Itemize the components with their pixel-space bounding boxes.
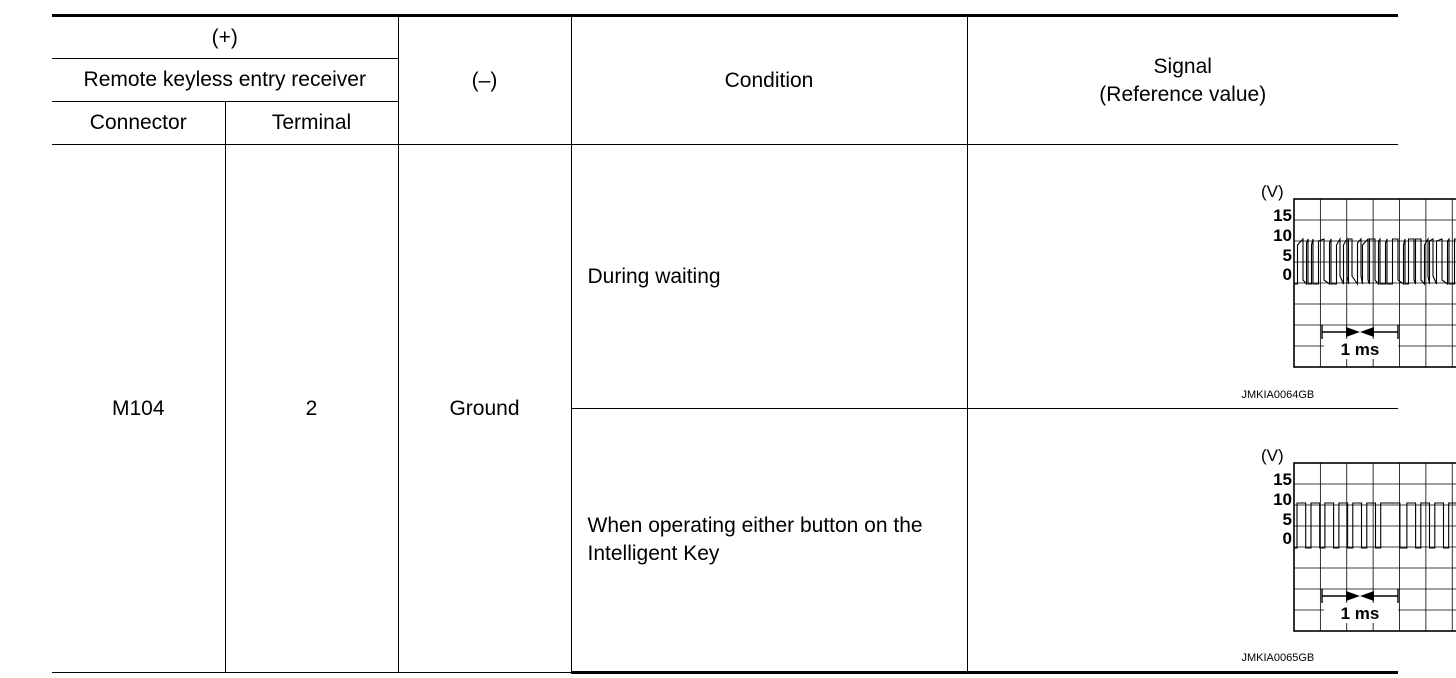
y-tick-label: 15: [1272, 470, 1292, 489]
waveform-waiting: [968, 145, 1399, 408]
y-tick-label: 10: [1272, 226, 1292, 245]
oscilloscope-graph-waiting: [1183, 145, 1456, 407]
y-tick-label: 5: [1282, 246, 1292, 265]
time-label: 1 ms: [1340, 340, 1380, 359]
signal-header: [967, 16, 1398, 145]
signal-cell-operating: [967, 409, 1398, 673]
terminal-cell: 2: [225, 145, 398, 673]
y-tick-label: 10: [1272, 490, 1292, 509]
time-label: 1 ms: [1340, 604, 1380, 623]
condition-waiting: During waiting: [571, 145, 967, 409]
plus-header: (+): [52, 16, 398, 59]
y-tick-label: 0: [1282, 529, 1292, 548]
waveform-operating: [968, 409, 1399, 671]
y-tick-label: 5: [1282, 510, 1292, 529]
y-tick-label: 0: [1282, 265, 1292, 284]
minus-header: (–): [398, 16, 571, 145]
signal-header-subtitle: (Reference value): [1099, 82, 1267, 106]
terminal-header: Terminal: [225, 102, 398, 145]
y-tick-label: 15: [1272, 206, 1292, 225]
unit-label: (V): [1260, 182, 1284, 201]
connector-cell: M104: [52, 145, 225, 673]
figure-code: JMKIA0064GB: [1241, 389, 1315, 401]
connector-header: Connector: [52, 102, 225, 145]
unit-label: (V): [1260, 446, 1284, 465]
specification-table: [52, 14, 1398, 674]
condition-operating-line1: When operating either button on the: [587, 514, 923, 537]
condition-operating-line2: Intelligent Key: [587, 542, 720, 565]
receiver-header: Remote keyless entry receiver: [52, 59, 398, 102]
figure-code: JMKIA0065GB: [1241, 652, 1315, 664]
oscilloscope-graph-operating: [1183, 409, 1456, 671]
signal-cell-waiting: [967, 145, 1398, 409]
minus-cell: Ground: [398, 145, 571, 673]
condition-header: Condition: [571, 16, 967, 145]
signal-header-title: Signal: [1153, 54, 1212, 78]
condition-operating: [571, 409, 967, 673]
